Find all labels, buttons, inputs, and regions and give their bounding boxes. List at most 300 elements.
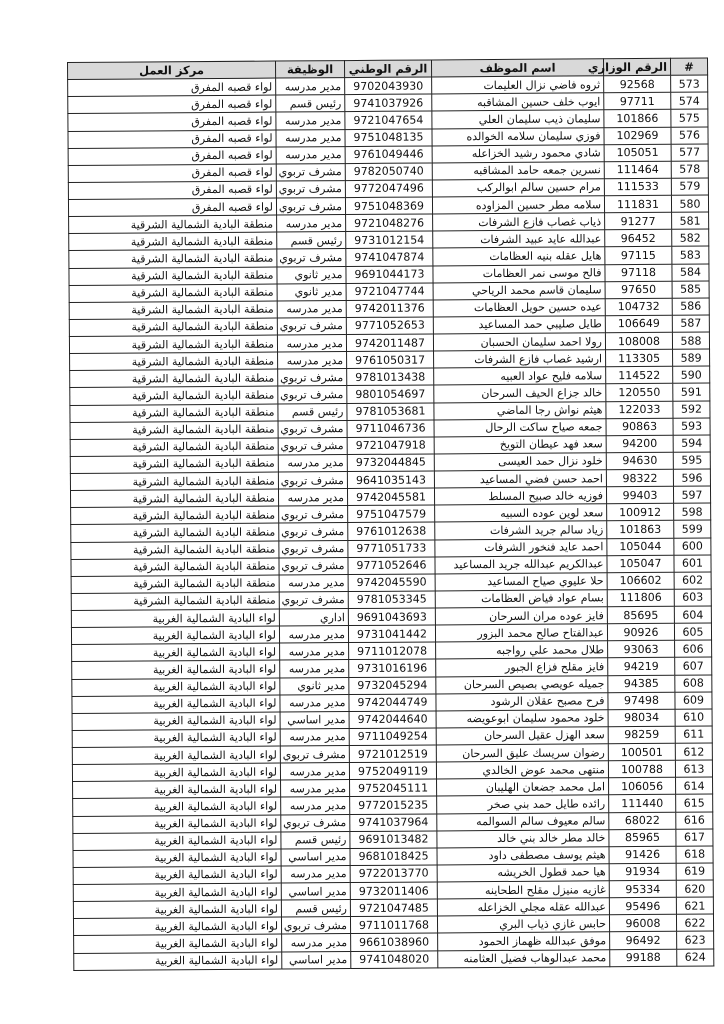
cell-job: مدير مدرسه: [277, 300, 346, 318]
cell-workplace: منطقة البادية الشمالية الشرقية: [69, 215, 277, 234]
cell-ministry-no: 95496: [609, 897, 676, 915]
cell-job: مدير مدرسه: [276, 78, 345, 96]
cell-num: 608: [675, 675, 712, 692]
cell-ministry-no: 101866: [604, 110, 671, 128]
header-job: الوظيفة: [275, 61, 344, 79]
cell-ministry-no: 92568: [604, 75, 671, 93]
cell-ministry-no: 90926: [607, 623, 674, 641]
cell-name: هايل عقله بنيه العظامات: [433, 247, 605, 265]
cell-job: مدير مدرسه: [279, 626, 348, 644]
cell-job: مشرف تربوي: [279, 540, 348, 558]
cell-name: عيده حسين حويل العظامات: [433, 298, 605, 316]
cell-num: 607: [675, 657, 712, 674]
cell-num: 589: [673, 349, 710, 366]
cell-num: 601: [674, 555, 711, 572]
cell-name: خالد مطر خالد بني خالد: [437, 829, 609, 847]
cell-job: مدير مدرسه: [281, 797, 350, 815]
cell-job: مدير مدرسه: [280, 694, 349, 712]
cell-ministry-no: 104732: [605, 298, 672, 316]
cell-workplace: لواء البادية الشمالية الغربية: [72, 660, 280, 679]
cell-workplace: منطقة البادية الشمالية الشرقية: [69, 267, 277, 286]
cell-workplace: لواء البادية الشمالية الغربية: [73, 780, 281, 799]
cell-ministry-no: 114522: [606, 367, 673, 385]
cell-num: 622: [676, 914, 713, 931]
cell-workplace: منطقة البادية الشمالية الشرقية: [69, 284, 277, 303]
cell-num: 574: [671, 92, 708, 109]
employee-table: [67, 58, 714, 971]
cell-national-no: 9641035143: [347, 471, 434, 489]
cell-workplace: منطقة البادية الشمالية الشرقية: [70, 455, 278, 474]
cell-num: 590: [673, 366, 710, 383]
cell-national-no: 9661038960: [351, 933, 438, 951]
table-body: [68, 75, 714, 970]
cell-national-no: 9772047496: [345, 180, 432, 198]
cell-national-no: 9732044845: [347, 454, 434, 472]
cell-job: مدير مدرسه: [282, 934, 351, 952]
cell-workplace: لواء قصبه المفرق: [68, 147, 276, 166]
cell-job: مدير مدرسه: [276, 112, 345, 130]
cell-num: 579: [671, 178, 708, 195]
cell-job: مشرف تربوي: [281, 814, 350, 832]
cell-ministry-no: 98259: [608, 726, 675, 744]
cell-name: سليمان قاسم محمد الرياحي: [433, 281, 605, 299]
cell-job: مشرف تربوي: [280, 746, 349, 764]
cell-num: 587: [672, 315, 709, 332]
cell-ministry-no: 99188: [610, 949, 677, 967]
cell-national-no: 9731041442: [348, 625, 435, 643]
cell-workplace: منطقة البادية الشمالية الشرقية: [71, 592, 279, 611]
cell-job: مشرف تربوي: [277, 317, 346, 335]
cell-workplace: منطقة البادية الشمالية الشرقية: [70, 404, 278, 423]
cell-workplace: لواء البادية الشمالية الغربية: [73, 917, 281, 936]
cell-ministry-no: 68022: [609, 812, 676, 830]
cell-num: 577: [671, 144, 708, 161]
cell-name: خلود نزال حمد العيسى: [434, 453, 606, 471]
cell-workplace: منطقة البادية الشمالية الشرقية: [69, 232, 277, 251]
cell-national-no: 9771051733: [348, 539, 435, 557]
cell-national-no: 9801054697: [347, 385, 434, 403]
cell-job: مدير مدرسه: [277, 215, 346, 233]
cell-national-no: 9742045590: [348, 574, 435, 592]
cell-workplace: منطقة البادية الشمالية الشرقية: [69, 249, 277, 268]
cell-ministry-no: 105047: [607, 555, 674, 573]
cell-national-no: 9781053681: [347, 402, 434, 420]
cell-ministry-no: 97498: [608, 692, 675, 710]
cell-ministry-no: 100788: [608, 760, 675, 778]
cell-national-no: 9761049446: [345, 146, 432, 164]
cell-job: مشرف تربوي: [279, 591, 348, 609]
cell-job: مشرف تربوي: [278, 369, 347, 387]
cell-workplace: منطقة البادية الشمالية الشرقية: [71, 523, 279, 542]
cell-num: 599: [674, 520, 711, 537]
cell-national-no: 9711012078: [349, 642, 436, 660]
cell-name: طايل صليبي حمد المساعيد: [433, 316, 605, 334]
cell-ministry-no: 101863: [607, 521, 674, 539]
cell-ministry-no: 105044: [607, 538, 674, 556]
cell-national-no: 9761012638: [348, 522, 435, 540]
cell-ministry-no: 98322: [606, 469, 673, 487]
cell-workplace: لواء البادية الشمالية الغربية: [73, 797, 281, 816]
cell-ministry-no: 97650: [605, 281, 672, 299]
header-national-no: الرقم الوطني: [344, 60, 431, 78]
cell-num: 576: [671, 127, 708, 144]
cell-national-no: 9731012154: [346, 231, 433, 249]
cell-ministry-no: 111464: [604, 161, 671, 179]
cell-national-no: 9691043693: [348, 608, 435, 626]
cell-national-no: 9721012519: [349, 745, 436, 763]
cell-workplace: منطقة البادية الشمالية الشرقية: [70, 472, 278, 491]
cell-job: مدير مدرسه: [281, 780, 350, 798]
cell-ministry-no: 111806: [607, 589, 674, 607]
cell-ministry-no: 98034: [608, 709, 675, 727]
cell-num: 593: [673, 418, 710, 435]
cell-name: فالح موسى نمر العظامات: [433, 264, 605, 282]
header-workplace: مركز العمل: [68, 61, 276, 80]
cell-workplace: لواء قصبه المفرق: [68, 181, 276, 200]
cell-name: فايز عوده مران السرحان: [435, 607, 607, 625]
cell-num: 580: [671, 195, 708, 212]
cell-workplace: لواء البادية الشمالية الغربية: [74, 934, 282, 953]
cell-job: مشرف تربوي: [281, 917, 350, 935]
cell-num: 610: [675, 709, 712, 726]
cell-ministry-no: 96452: [605, 230, 672, 248]
cell-ministry-no: 91426: [609, 846, 676, 864]
cell-national-no: 9722013770: [350, 865, 437, 883]
cell-national-no: 9761050317: [347, 351, 434, 369]
cell-workplace: منطقة البادية الشمالية الشرقية: [71, 541, 279, 560]
cell-job: رئيس قسم: [277, 232, 346, 250]
cell-name: خلود محمود سليمان ابوعويضه: [436, 709, 608, 727]
cell-job: مشرف تربوي: [279, 557, 348, 575]
cell-national-no: 9782050740: [345, 163, 432, 181]
cell-workplace: منطقة البادية الشمالية الشرقية: [71, 558, 279, 577]
cell-name: فرح مصبح عقلان الرشود: [436, 692, 608, 710]
cell-ministry-no: 102969: [604, 127, 671, 145]
cell-job: مدير مدرسه: [278, 489, 347, 507]
cell-national-no: 9752045111: [350, 779, 437, 797]
cell-national-no: 9742045581: [347, 488, 434, 506]
header-name: اسم الموظف: [431, 59, 603, 77]
cell-national-no: 9751048135: [345, 128, 432, 146]
cell-name: هيثم يوسف مصطفى داود: [437, 846, 609, 864]
cell-ministry-no: 96008: [609, 915, 676, 933]
cell-ministry-no: 106602: [607, 572, 674, 590]
cell-job: مشرف تربوي: [276, 163, 345, 181]
cell-job: مشرف تربوي: [278, 437, 347, 455]
cell-job: رئيس قسم: [281, 900, 350, 918]
cell-name: رضوان سريسك عليق السرحان: [436, 744, 608, 762]
cell-job: مدير ثانوي: [277, 283, 346, 301]
cell-national-no: 9752049119: [349, 762, 436, 780]
cell-workplace: لواء البادية الشمالية الغربية: [72, 643, 280, 662]
cell-name: سعد لوين عوده السبيه: [435, 504, 607, 522]
cell-name: ايوب خلف حسين المشاقبه: [432, 93, 604, 111]
cell-name: بسام عواد فياض العظامات: [435, 590, 607, 608]
cell-workplace: لواء البادية الشمالية الغربية: [74, 952, 282, 971]
cell-ministry-no: 105051: [604, 144, 671, 162]
cell-workplace: منطقة البادية الشمالية الشرقية: [70, 489, 278, 508]
cell-job: اداري: [279, 609, 348, 627]
cell-national-no: 9681018425: [350, 848, 437, 866]
cell-ministry-no: 120550: [606, 384, 673, 402]
cell-name: حلا عليوي صياح المساعيد: [435, 572, 607, 590]
cell-ministry-no: 99403: [606, 486, 673, 504]
cell-num: 573: [671, 75, 708, 92]
cell-num: 615: [676, 794, 713, 811]
cell-job: مدير ثانوي: [280, 677, 349, 695]
cell-ministry-no: 106649: [605, 315, 672, 333]
cell-workplace: منطقة البادية الشمالية الشرقية: [71, 575, 279, 594]
cell-name: سعد الهزل عقيل السرحان: [436, 727, 608, 745]
cell-workplace: لواء قصبه المفرق: [68, 78, 276, 97]
cell-num: 604: [674, 606, 711, 623]
cell-national-no: 9732045294: [349, 676, 436, 694]
cell-name: هيثم نواش رجا الماضي: [434, 401, 606, 419]
cell-name: عبدالله عايد عبيد الشرفات: [433, 230, 605, 248]
cell-workplace: منطقة البادية الشمالية الشرقية: [69, 335, 277, 354]
cell-workplace: منطقة البادية الشمالية الشرقية: [70, 352, 278, 371]
cell-workplace: لواء البادية الشمالية الغربية: [73, 883, 281, 902]
cell-ministry-no: 94219: [608, 658, 675, 676]
cell-name: ثروه فاضي نزال العليمات: [432, 76, 604, 94]
cell-name: عبدالفتاح صالح محمد البزور: [435, 624, 607, 642]
cell-national-no: 9741048020: [351, 950, 438, 968]
header-num: #: [670, 58, 707, 75]
cell-ministry-no: 111533: [604, 178, 671, 196]
cell-num: 620: [676, 880, 713, 897]
cell-num: 588: [672, 332, 709, 349]
cell-num: 597: [673, 486, 710, 503]
cell-name: طلال محمد علي رواجبه: [436, 641, 608, 659]
cell-ministry-no: 96492: [610, 932, 677, 950]
cell-national-no: 9741037926: [345, 94, 432, 112]
cell-national-no: 9731016196: [349, 659, 436, 677]
cell-national-no: 9741047874: [346, 248, 433, 266]
cell-job: مدير مدرسه: [278, 454, 347, 472]
cell-workplace: لواء البادية الشمالية الغربية: [73, 900, 281, 919]
cell-national-no: 9691044173: [346, 265, 433, 283]
cell-num: 606: [675, 640, 712, 657]
cell-national-no: 9721048276: [346, 214, 433, 232]
cell-ministry-no: 91934: [609, 863, 676, 881]
cell-national-no: 9691013482: [350, 831, 437, 849]
cell-num: 611: [675, 726, 712, 743]
cell-workplace: لواء البادية الشمالية الغربية: [73, 832, 281, 851]
cell-workplace: لواء البادية الشمالية الغربية: [72, 746, 280, 765]
cell-num: 624: [677, 949, 714, 966]
cell-workplace: منطقة البادية الشمالية الشرقية: [71, 506, 279, 525]
cell-name: حابس غازي ذياب البري: [437, 915, 609, 933]
cell-name: سلامه مطر حسين المزاوده: [432, 196, 604, 214]
cell-national-no: 9742011487: [346, 334, 433, 352]
cell-name: سالم معيوف سالم السوالمه: [437, 812, 609, 830]
cell-ministry-no: 85695: [607, 606, 674, 624]
cell-name: نسرين جمعه حامد المشاقبه: [432, 162, 604, 180]
cell-job: مشرف تربوي: [278, 472, 347, 490]
cell-workplace: لواء البادية الشمالية الغربية: [71, 609, 279, 628]
cell-num: 623: [677, 931, 714, 948]
cell-num: 585: [672, 281, 709, 298]
cell-national-no: 9771052646: [348, 557, 435, 575]
cell-name: موفق عبدالله ظهماز الحمود: [438, 932, 610, 950]
cell-num: 591: [673, 383, 710, 400]
cell-job: مشرف تربوي: [276, 198, 345, 216]
cell-name: فايز مقلح فزاع الجبور: [436, 658, 608, 676]
cell-num: 575: [671, 109, 708, 126]
cell-name: رائده طايل حمد بني صخر: [437, 795, 609, 813]
cell-ministry-no: 93063: [608, 641, 675, 659]
cell-ministry-no: 106056: [609, 778, 676, 796]
cell-num: 602: [674, 572, 711, 589]
cell-ministry-no: 91277: [605, 212, 672, 230]
cell-ministry-no: 97115: [605, 247, 672, 265]
cell-national-no: 9702043930: [345, 77, 432, 95]
cell-num: 621: [676, 897, 713, 914]
cell-job: مشرف تربوي: [276, 180, 345, 198]
cell-workplace: منطقة البادية الشمالية الشرقية: [69, 301, 277, 320]
cell-national-no: 9781013438: [347, 368, 434, 386]
cell-workplace: لواء البادية الشمالية الغربية: [73, 815, 281, 834]
cell-ministry-no: 94630: [606, 452, 673, 470]
cell-job: رئيس قسم: [281, 831, 350, 849]
cell-job: مدير مدرسه: [281, 865, 350, 883]
cell-job: مدير مدرسه: [280, 763, 349, 781]
cell-national-no: 9781053345: [348, 591, 435, 609]
cell-national-no: 9721047918: [347, 437, 434, 455]
cell-workplace: لواء قصبه المفرق: [68, 130, 276, 149]
cell-workplace: لواء البادية الشمالية الغربية: [73, 849, 281, 868]
cell-ministry-no: 94385: [608, 675, 675, 693]
cell-job: مدير اساسي: [282, 951, 351, 969]
cell-workplace: منطقة البادية الشمالية الشرقية: [70, 386, 278, 405]
cell-job: مدير مدرسه: [280, 728, 349, 746]
cell-name: سليمان ذيب سليمان العلي: [432, 110, 604, 128]
cell-name: محمد عبدالوهاب فضيل العثامنه: [438, 949, 610, 967]
cell-name: غازيه منيزل مقلح الطحاينه: [437, 881, 609, 899]
cell-workplace: لواء البادية الشمالية الغربية: [72, 695, 280, 714]
cell-workplace: منطقة البادية الشمالية الشرقية: [69, 318, 277, 337]
cell-name: زياد سالم جريد الشرفات: [435, 521, 607, 539]
cell-workplace: لواء قصبه المفرق: [68, 112, 276, 131]
cell-job: مدير مدرسه: [278, 352, 347, 370]
cell-num: 586: [672, 298, 709, 315]
cell-ministry-no: 95334: [609, 880, 676, 898]
cell-ministry-no: 97711: [604, 93, 671, 111]
cell-name: جمعه صياح ساكت الرحال: [434, 418, 606, 436]
cell-workplace: لواء قصبه المفرق: [68, 164, 276, 183]
cell-num: 618: [676, 846, 713, 863]
cell-national-no: 9772015235: [350, 796, 437, 814]
cell-national-no: 9751047579: [348, 505, 435, 523]
cell-num: 598: [674, 503, 711, 520]
cell-workplace: لواء البادية الشمالية الغربية: [71, 626, 279, 645]
cell-name: ارشيد غصاب فازع الشرفات: [434, 350, 606, 368]
cell-workplace: لواء قصبه المفرق: [68, 95, 276, 114]
cell-name: جميله عويصي بصيص السرحان: [436, 675, 608, 693]
cell-ministry-no: 100501: [608, 743, 675, 761]
cell-name: امل محمد جضعان الهليبان: [437, 778, 609, 796]
cell-workplace: لواء البادية الشمالية الغربية: [72, 729, 280, 748]
cell-job: مدير مدرسه: [276, 146, 345, 164]
cell-ministry-no: 111440: [609, 795, 676, 813]
cell-workplace: لواء البادية الشمالية الغربية: [72, 712, 280, 731]
cell-name: عبدالكريم عبدالله جريد المساعيد: [435, 555, 607, 573]
cell-num: 595: [673, 452, 710, 469]
cell-national-no: 9741037964: [350, 813, 437, 831]
cell-job: رئيس قسم: [276, 95, 345, 113]
cell-num: 603: [674, 589, 711, 606]
cell-job: مدير مدرسه: [280, 660, 349, 678]
cell-workplace: لواء قصبه المفرق: [68, 198, 276, 217]
cell-national-no: 9732011406: [350, 882, 437, 900]
cell-national-no: 9721047485: [350, 899, 437, 917]
cell-national-no: 9711011768: [350, 916, 437, 934]
cell-ministry-no: 108008: [605, 332, 672, 350]
cell-name: رولا احمد سليمان الحسبان: [433, 333, 605, 351]
cell-workplace: لواء البادية الشمالية الغربية: [73, 866, 281, 885]
table-row: [74, 949, 714, 971]
cell-num: 616: [676, 812, 713, 829]
cell-name: ذياب غصاب فازع الشرفات: [433, 213, 605, 231]
cell-workplace: لواء البادية الشمالية الغربية: [72, 763, 280, 782]
cell-job: مشرف تربوي: [277, 249, 346, 267]
cell-num: 581: [672, 212, 709, 229]
cell-job: مدير مدرسه: [280, 643, 349, 661]
cell-name: سلامه فليح عواد العبيه: [434, 367, 606, 385]
cell-name: فوزيه خالد صبيح المسلط: [434, 487, 606, 505]
cell-num: 613: [675, 760, 712, 777]
cell-national-no: 9721047744: [346, 283, 433, 301]
cell-num: 594: [673, 435, 710, 452]
cell-num: 582: [672, 229, 709, 246]
cell-job: مشرف تربوي: [278, 386, 347, 404]
cell-name: منتهى محمد عوض الخالدي: [436, 761, 608, 779]
cell-national-no: 9742011376: [346, 300, 433, 318]
cell-name: شادي محمود رشيد الخزاعله: [432, 144, 604, 162]
cell-ministry-no: 111831: [604, 195, 671, 213]
cell-num: 609: [675, 692, 712, 709]
cell-ministry-no: 85965: [609, 829, 676, 847]
cell-ministry-no: 122033: [606, 401, 673, 419]
cell-national-no: 9711046736: [347, 420, 434, 438]
cell-num: 578: [671, 161, 708, 178]
cell-job: رئيس قسم: [278, 403, 347, 421]
cell-num: 617: [676, 829, 713, 846]
cell-name: مرام حسين سالم ابوالركب: [432, 179, 604, 197]
cell-job: مشرف تربوي: [279, 506, 348, 524]
cell-national-no: 9751048369: [345, 197, 432, 215]
cell-national-no: 9742044749: [349, 694, 436, 712]
cell-num: 596: [673, 469, 710, 486]
cell-num: 619: [676, 863, 713, 880]
cell-name: فوزي سليمان سلامه الخوالده: [432, 127, 604, 145]
cell-job: مدير ثانوي: [277, 266, 346, 284]
cell-name: سعد فهد عيطان التويخ: [434, 435, 606, 453]
cell-job: مدير مدرسه: [279, 574, 348, 592]
cell-job: مشرف تربوي: [279, 523, 348, 541]
cell-workplace: منطقة البادية الشمالية الشرقية: [70, 421, 278, 440]
cell-name: عبدالله عقله مجلي الخزاعله: [437, 898, 609, 916]
cell-job: مدير مدرسه: [277, 335, 346, 353]
cell-job: مشرف تربوي: [278, 420, 347, 438]
cell-num: 584: [672, 264, 709, 281]
cell-job: مدير مدرسه: [276, 129, 345, 147]
cell-national-no: 9721047654: [345, 111, 432, 129]
cell-workplace: منطقة البادية الشمالية الشرقية: [70, 369, 278, 388]
cell-national-no: 9711049254: [349, 728, 436, 746]
cell-name: هيا حمد قطول الخريشه: [437, 864, 609, 882]
cell-ministry-no: 90863: [606, 418, 673, 436]
